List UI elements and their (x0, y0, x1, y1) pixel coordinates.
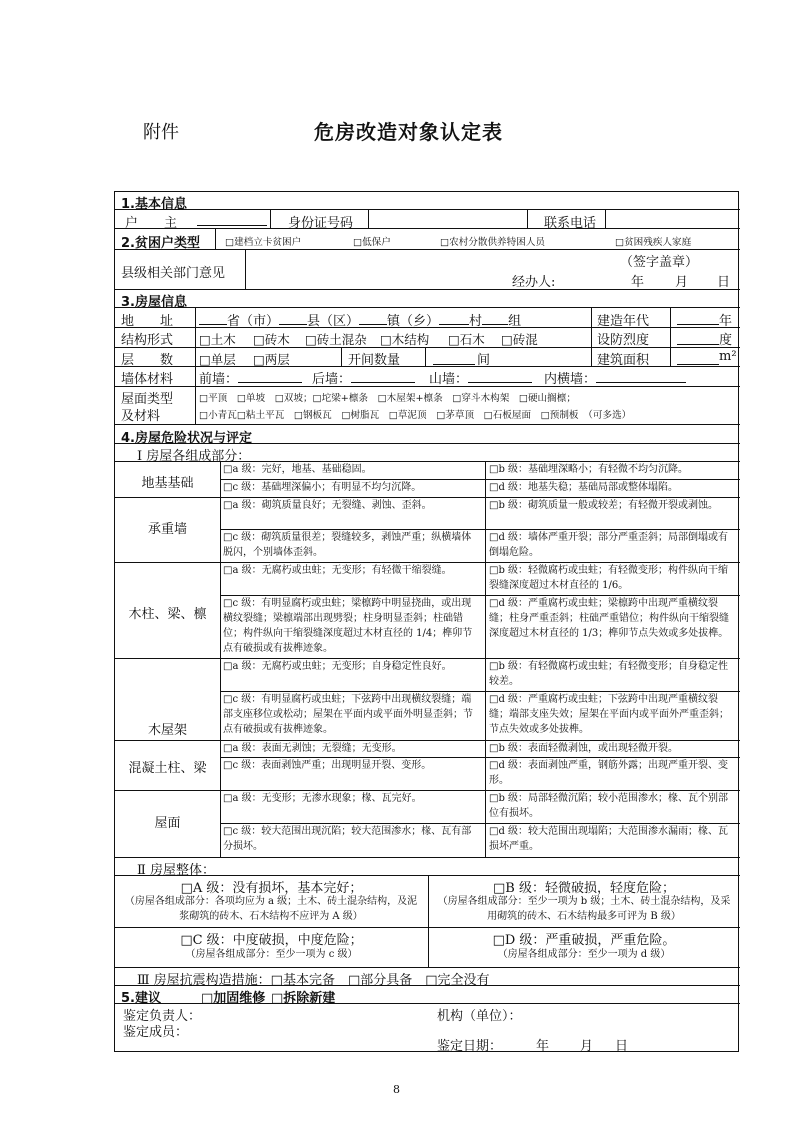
built-year-unit: 年 (719, 314, 733, 329)
poverty-option-disabled[interactable]: □贫困残疾人家庭 (615, 237, 692, 248)
structure-option-timber[interactable]: □木结构 (380, 332, 430, 347)
handler-label: 经办人: (512, 275, 556, 290)
overall-grade-a-note: （房屋各组成部分：各项均应为 a 级；土木、砖土混杂结构，及泥浆砌筑的砖木、石木结构不应评为 A 级） (124, 896, 418, 922)
section-poverty-type-title: 2.贫困户类型 (121, 236, 200, 251)
component-bearing-wall: 承重墙 (147, 522, 187, 537)
bays-label: 开间数量 (348, 353, 401, 368)
component-foundation: 地基基础 (141, 476, 194, 491)
seismic-measures[interactable]: Ⅲ 房屋抗震构造措施：□基本完备 □部分具备 □完全没有 (137, 973, 490, 988)
component-wood-column-beam: 木柱、梁、檩 (128, 607, 207, 622)
owner-field[interactable] (197, 213, 267, 226)
foundation-grade-d[interactable]: □d 级：地基失稳；基础局部或整体塌陷。 (489, 482, 679, 493)
foundation-grade-b[interactable]: □b 级：基础埋深略小；有轻微不均匀沉降。 (489, 464, 689, 475)
id-number-label: 身份证号码 (288, 216, 354, 231)
structure-option-earth-wood[interactable]: □土木 (199, 332, 236, 347)
section-house-info-title: 3.房屋信息 (121, 295, 187, 310)
floors-option-single[interactable]: □单层 (199, 352, 236, 367)
truss-grade-b[interactable]: □b 级：有轻微腐朽或虫蛀；有轻微变形；自身稳定性较差。 (489, 661, 729, 687)
wall-grade-a[interactable]: □a 级：砌筑质量良好；无裂缝、剥蚀、歪斜。 (223, 500, 432, 511)
structure-option-stone-wood[interactable]: □石木 (448, 332, 485, 347)
attachment-label: 附件 (143, 122, 179, 143)
roof-grade-c[interactable]: □c 级：较大范围出现沉陷；较大范围渗水；椽、瓦有部分损坏。 (223, 826, 472, 852)
component-concrete: 混凝土柱、梁 (128, 761, 207, 776)
assessment-day: 日 (615, 1039, 629, 1054)
foundation-grade-a[interactable]: □a 级：完好，地基、基础稳固。 (223, 464, 372, 475)
assessment-month: 月 (580, 1039, 594, 1054)
poverty-option-dispersed[interactable]: □农村分散供养特困人员 (440, 237, 546, 248)
wall-material-label: 墙体材料 (121, 372, 174, 387)
roof-material-label: 及材料 (121, 409, 161, 424)
wood-grade-a[interactable]: □a 级：无腐朽或虫蛀；无变形；有轻微干缩裂缝。 (223, 565, 452, 576)
wood-grade-d[interactable]: □d 级：严重腐朽或虫蛀；梁檩跨中出现严重横纹裂缝；柱身严重歪斜；柱础严重错位；构件纵向干缩裂缝深度超过木材直径的 1/3；榫卯节点失效或多处拔榫。 (489, 598, 729, 639)
overall-heading: Ⅱ 房屋整体： (137, 863, 215, 878)
roof-grade-a[interactable]: □a 级：无变形；无渗水现象；椽、瓦完好。 (223, 793, 422, 804)
section-suggestion-title: 5.建议 (121, 991, 161, 1006)
institution-label: 机构（单位）： (437, 1009, 522, 1024)
owner-label: 户 主 (125, 216, 178, 231)
handler-year: 年 (631, 275, 645, 290)
floors-label: 层 数 (121, 353, 174, 368)
component-roof-truss: 木屋架 (147, 723, 187, 738)
concrete-grade-c[interactable]: □c 级：表面剥蚀严重；出现明显开裂、变形。 (223, 760, 432, 771)
poverty-option-dibao[interactable]: □低保户 (353, 237, 391, 248)
concrete-grade-a[interactable]: □a 级：表面无剥蚀；无裂缝；无变形。 (223, 743, 402, 754)
overall-grade-b[interactable]: □B 级：轻微破损，轻度危险； (493, 881, 675, 896)
sign-stamp-note: （签字盖章） (620, 255, 699, 270)
suggest-rebuild[interactable]: □拆除新建 (271, 991, 336, 1006)
roof-type-label: 屋面类型 (121, 392, 174, 407)
wall-grade-d[interactable]: □d 级：墙体严重开裂；部分严重歪斜；局部倒塌或有倒塌危险。 (489, 532, 729, 558)
intensity-field[interactable] (677, 332, 719, 345)
poverty-option-registered[interactable]: □建档立卡贫困户 (225, 237, 302, 248)
intensity-unit: 度 (719, 333, 733, 348)
roof-options-row2[interactable]: □小青瓦□粘土平瓦 □钢板瓦 □树脂瓦 □草泥顶 □茅草顶 □石板屋面 □预制板 （可多选） (199, 410, 632, 421)
truss-grade-a[interactable]: □a 级：无腐朽或虫蛀；无变形；自身稳定性良好。 (223, 661, 452, 672)
wall-grade-c[interactable]: □c 级：砌筑质量很差；裂缝较多，剥蚀严重；纵横墙体脱闪，个别墙体歪斜。 (223, 532, 472, 558)
bays-field[interactable] (433, 352, 475, 365)
overall-grade-d-note: （房屋各组成部分：至少一项为 d 级） (497, 949, 671, 960)
assessment-date-label: 鉴定日期： (437, 1039, 503, 1054)
overall-grade-d[interactable]: □D 级：严重破损，严重危险。 (492, 933, 676, 948)
intensity-label: 设防烈度 (597, 333, 650, 348)
structure-option-brick-wood[interactable]: □砖木 (253, 332, 290, 347)
component-roof: 屋面 (154, 816, 181, 831)
overall-grade-b-note: （房屋各组成部分：至少一项为 b 级；土木、砖土混杂结构，及采用砌筑的砖木、石木结构最多可评为 B 级） (437, 896, 731, 922)
section-basic-info-title: 1.基本信息 (121, 197, 187, 212)
handler-month: 月 (675, 275, 689, 290)
concrete-grade-d[interactable]: □d 级：表面剥蚀严重，钢筋外露；出现严重开裂、变形。 (489, 760, 729, 786)
wall-grade-b[interactable]: □b 级：砌筑质量一般或较差；有轻微开裂或剥蚀。 (489, 500, 719, 511)
wood-grade-c[interactable]: □c 级：有明显腐朽或虫蛀；梁檩跨中明显挠曲，或出现横纹裂缝；梁檩端部出现劈裂；柱身明显歪斜；柱础错位；构件纵向干缩裂缝深度超过木材直径的 1/4；榫卯节点有破损或有拔榫迹象。 (223, 598, 473, 654)
area-unit: m² (719, 349, 737, 364)
truss-grade-c[interactable]: □c 级：有明显腐朽或虫蛀；下弦跨中出现横纹裂缝；端部支座移位或松动；屋架在平面内或平面外明显歪斜；节点有破损或有拔榫迹象。 (223, 694, 473, 735)
overall-grade-c[interactable]: □C 级：中度破损，中度危险； (180, 933, 363, 948)
area-label: 建筑面积 (597, 353, 650, 368)
county-opinion-label: 县级相关部门意见 (121, 266, 226, 281)
structure-option-brick-concrete[interactable]: □砖混 (501, 332, 538, 347)
handler-day: 日 (717, 275, 731, 290)
roof-options-row1[interactable]: □平顶 □单坡 □双坡；□坨梁+檩条 □木屋架+檩条 □穿斗木构架 □硬山搁檩； (199, 393, 576, 404)
page-title: 危房改造对象认定表 (314, 120, 503, 144)
assessment-year: 年 (536, 1039, 550, 1054)
suggest-reinforce[interactable]: □加固维修 (201, 991, 266, 1006)
components-heading: Ⅰ 房屋各组成部分： (137, 449, 251, 464)
foundation-grade-c[interactable]: □c 级：基础埋深偏小；有明显不均匀沉降。 (223, 482, 422, 493)
floors-option-double[interactable]: □两层 (253, 352, 290, 367)
wall-material-fields[interactable]: 前墙： 后墙： 山墙： 内横墙： (199, 368, 686, 387)
built-year-field[interactable] (677, 312, 719, 325)
concrete-grade-b[interactable]: □b 级：表面轻微剥蚀，或出现轻微开裂。 (489, 743, 679, 754)
built-year-label: 建造年代 (597, 314, 650, 329)
wood-grade-b[interactable]: □b 级：轻微腐朽或虫蛀；有轻微变形；构件纵向干缩裂缝深度超过木材直径的 1/6。 (489, 565, 729, 591)
roof-grade-b[interactable]: □b 级：局部轻微沉陷；较小范围渗水；椽、瓦个别部位有损坏。 (489, 793, 729, 819)
bays-unit: 间 (477, 353, 491, 368)
structure-label: 结构形式 (121, 333, 174, 348)
structure-option-mixed[interactable]: □砖土混杂 (305, 332, 367, 347)
roof-grade-d[interactable]: □d 级：较大范围出现塌陷；大范围渗水漏雨；椽、瓦损坏严重。 (489, 826, 729, 852)
assessor-members-label: 鉴定成员： (123, 1025, 189, 1040)
assessment-form (114, 191, 739, 1052)
section-danger-title: 4.房屋危险状况与评定 (121, 431, 252, 446)
overall-grade-a[interactable]: □A 级：没有损坏，基本完好； (180, 881, 363, 896)
page-number: 8 (393, 1083, 400, 1096)
assessor-lead-label: 鉴定负责人： (123, 1009, 202, 1024)
truss-grade-d[interactable]: □d 级：严重腐朽或虫蛀；下弦跨中出现严重横纹裂缝；端部支座失效；屋架在平面内或平面外严重歪斜；节点失效或多处拔榫。 (489, 694, 729, 735)
phone-label: 联系电话 (544, 216, 597, 231)
overall-grade-c-note: （房屋各组成部分：至少一项为 c 级） (185, 949, 358, 960)
address-label: 地 址 (121, 314, 174, 329)
address-line[interactable]: 省（市） 县（区） 镇（乡） 村 组 (199, 310, 521, 329)
area-field[interactable] (677, 352, 719, 365)
